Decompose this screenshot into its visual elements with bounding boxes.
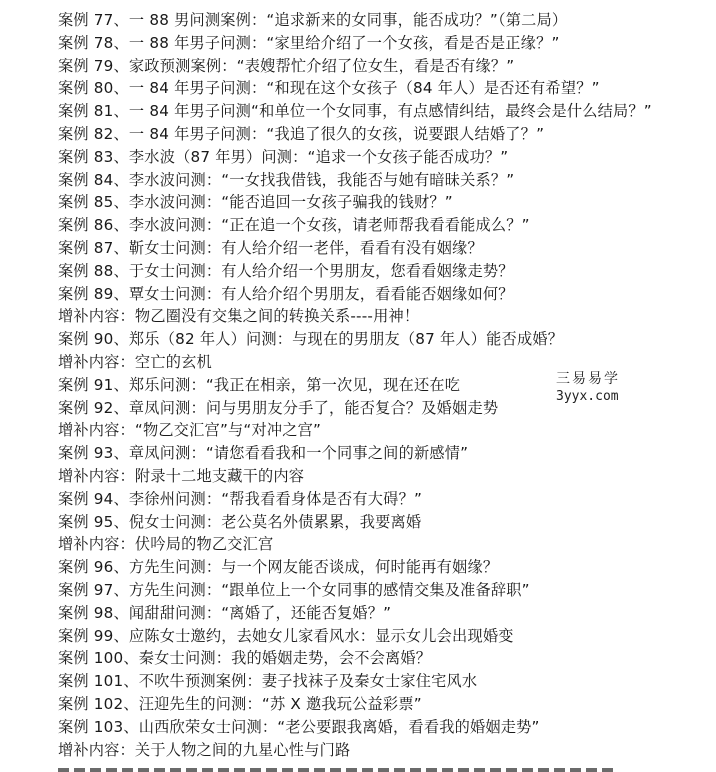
list-item: 案例 101、不吹牛预测案例：妻子找袜子及秦女士家住宅风水 (58, 672, 478, 691)
watermark-url: 3yyx.com (556, 389, 619, 404)
list-item: 案例 80、一 84 年男子问测：“和现在这个女孩子（84 年人）是否还有希望？” (58, 79, 600, 98)
list-item: 案例 95、倪女士问测：老公莫名外债累累，我要离婚 (58, 512, 422, 531)
list-item: 案例 87、靳女士问测：有人给介绍一老伴，看看有没有姻缘？ (58, 238, 483, 257)
list-item: 案例 90、郑乐（82 年人）问测：与现在的男朋友（87 年人）能否成婚？ (58, 330, 564, 349)
list-item: 案例 97、方先生问测：“跟单位上一个女同事的感情交集及准备辞职” (58, 580, 530, 599)
list-item: 案例 103、山西欣荣女士问测：“老公要跟我离婚，看看我的婚姻走势” (58, 717, 540, 736)
list-item: 案例 81、一 84 年男子问测“和单位一个女同事，有点感情纠结，最终会是什么结局？” (58, 102, 652, 121)
list-item: 案例 84、李水波问测：“一女找我借钱，我能否与她有暗昧关系？” (58, 170, 515, 189)
list-item: 增补内容：附录十二地支藏干的内容 (58, 466, 305, 485)
list-item: 案例 78、一 88 年男子问测：“家里给介绍了一个女孩，看是否是正缘？” (58, 33, 560, 52)
list-item: 案例 85、李水波问测：“能否追回一女孩子骗我的钱财？” (58, 193, 453, 212)
list-item: 案例 94、李徐州问测：“帮我看看身体是否有大碍？” (58, 489, 423, 508)
list-item: 案例 92、章凤问测：问与男朋友分手了，能否复合？及婚姻走势 (58, 398, 499, 417)
cut-off-line (58, 764, 618, 772)
list-item: 案例 91、郑乐问测：“我正在相亲，第一次见，现在还在吃 (58, 375, 461, 394)
list-item: 案例 100、秦女士问测：我的婚姻走势，会不会离婚？ (58, 649, 432, 668)
list-item: 案例 88、于女士问测：有人给介绍一个男朋友，您看看姻缘走势？ (58, 261, 514, 280)
list-item: 案例 93、章凤问测：“请您看看我和一个同事之间的新感情” (58, 444, 469, 463)
list-item: 案例 96、方先生问测：与一个网友能否谈成，何时能再有姻缘？ (58, 558, 499, 577)
list-item: 案例 77、一 88 男问测案例：“追求新来的女同事，能否成功？”（第二局） (58, 11, 568, 29)
list-item: 案例 102、汪迎先生的问测：“苏 X 邀我玩公益彩票” (58, 694, 422, 713)
list-item: 案例 79、家政预测案例：“表嫂帮忙介绍了位女生，看是否有缘？” (58, 56, 515, 75)
list-item: 案例 82、一 84 年男子问测：“我追了很久的女孩，说要跟人结婚了？” (58, 124, 545, 143)
list-item: 增补内容：空亡的玄机 (58, 352, 212, 371)
list-item: 案例 83、李水波（87 年男）问测：“追求一个女孩子能否成功？” (58, 147, 509, 166)
list-item: 案例 99、应陈女士邀约，去她女儿家看风水：显示女儿会出现婚变 (58, 626, 514, 645)
list-item: 增补内容：伏吟局的物乙交汇宫 (58, 535, 274, 554)
list-item: 增补内容：物乙圈没有交集之间的转换关系----用神！ (58, 307, 420, 326)
list-item: 案例 98、闻甜甜问测：“离婚了，还能否复婚？” (58, 603, 392, 622)
watermark (548, 360, 668, 412)
list-item: 增补内容：关于人物之间的九星心性与门路 (58, 740, 351, 759)
list-item: 案例 89、覃女士问测：有人给介绍个男朋友，看看能否姻缘如何？ (58, 284, 514, 303)
list-item: 增补内容：“物乙交汇宫”与“对冲之宫” (58, 421, 322, 440)
list-item: 案例 86、李水波问测：“正在追一个女孩，请老师帮我看看能成么？” (58, 216, 530, 235)
watermark-name: 三易易学 (556, 371, 620, 387)
